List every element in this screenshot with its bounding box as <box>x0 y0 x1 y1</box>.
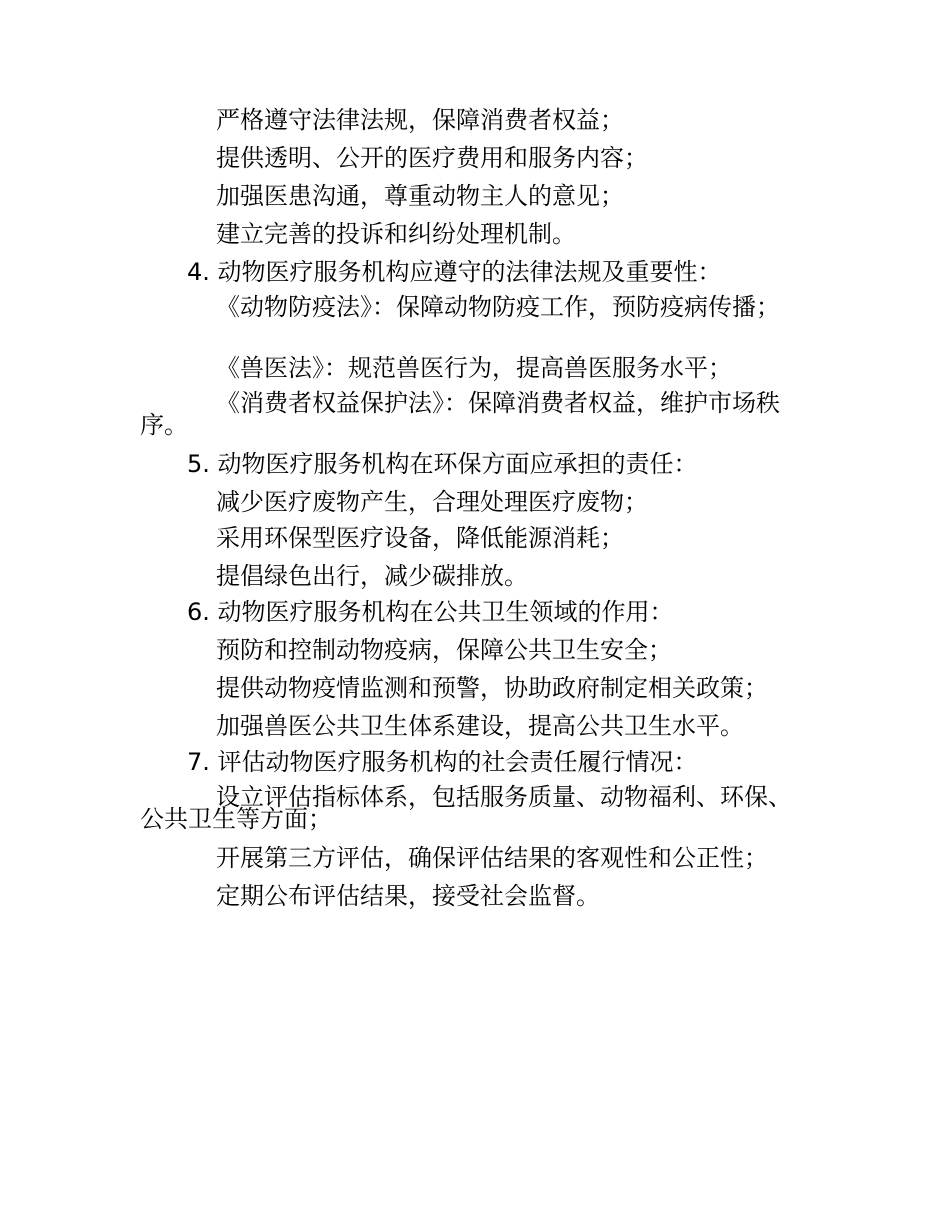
text-line: 减少医疗废物产生，合理处理医疗废物； <box>216 488 648 516</box>
text-line: 定期公布评估结果，接受社会监督。 <box>216 882 600 910</box>
section-heading: 5. 动物医疗服务机构在环保方面应承担的责任： <box>187 450 698 478</box>
text-line: 采用环保型医疗设备，降低能源消耗； <box>216 524 624 552</box>
text-line: 《兽医法》：规范兽医行为，提高兽医服务水平； <box>216 354 732 382</box>
text-paragraph: 设立评估指标体系，包括服务质量、动物福利、环保、公共卫生等方面； <box>140 783 792 833</box>
section-heading: 6. 动物医疗服务机构在公共卫生领域的作用： <box>187 598 674 626</box>
text-line: 严格遵守法律法规，保障消费者权益； <box>216 106 624 134</box>
text-line: 加强兽医公共卫生体系建设，提高公共卫生水平。 <box>216 712 744 740</box>
text-line: 提倡绿色出行，减少碳排放。 <box>216 562 528 590</box>
text-line: 提供动物疫情监测和预警，协助政府制定相关政策； <box>216 674 768 702</box>
text-line: 开展第三方评估，确保评估结果的客观性和公正性； <box>216 844 768 872</box>
text-paragraph: 《消费者权益保护法》：保障消费者权益，维护市场秩序。 <box>140 389 780 439</box>
text-paragraph: 《动物防疫法》：保障动物防疫工作，预防疫病传播； <box>216 293 780 321</box>
text-line: 加强医患沟通，尊重动物主人的意见； <box>216 182 624 210</box>
text-line: 建立完善的投诉和纠纷处理机制。 <box>216 220 576 248</box>
section-heading: 7. 评估动物医疗服务机构的社会责任履行情况： <box>187 748 698 776</box>
text-line: 提供透明、公开的医疗费用和服务内容； <box>216 144 648 172</box>
section-heading: 4. 动物医疗服务机构应遵守的法律法规及重要性： <box>187 258 722 286</box>
text-line: 预防和控制动物疫病，保障公共卫生安全； <box>216 636 672 664</box>
